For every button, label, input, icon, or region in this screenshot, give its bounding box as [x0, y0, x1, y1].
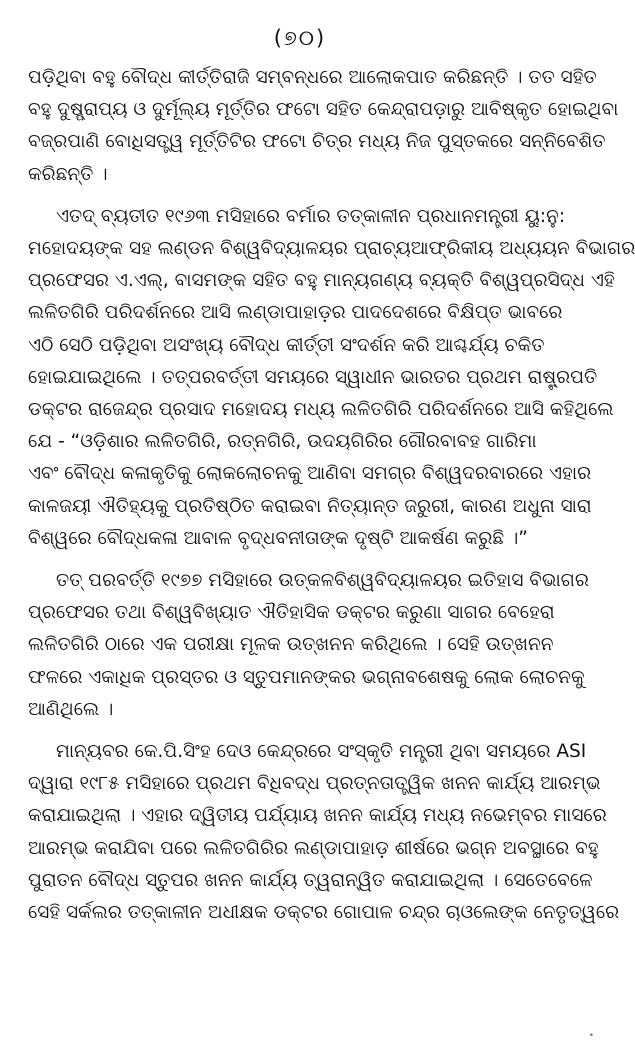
text-line: ମହୋଦୟଙ୍କ ସହ ଲଣ୍ଡନ ବିଶ୍ୱବିଦ୍ୟାଳୟର ପ୍ରାଚ୍ୟଆଫ୍ରିକୀୟ ଅଧ୍ୟୟନ ବିଭାଗର — [28, 238, 635, 260]
text-line: ବହୁ ଦୁଷ୍ପ୍ରାପ୍ୟ ଓ ଦୁର୍ମୂଲ୍ୟ ମୂର୍ତ୍ତିର ଫଟୋ ସହିତ କେନ୍ଦ୍ରାପଡ଼ାରୁ ଆବିଷ୍କୃତ ହୋଇଥିବା — [28, 99, 619, 121]
text-line: ସେହି ସର୍କଲର ତତ୍କାଳୀନ ଅଧୀକ୍ଷକ ଡକ୍ଟର ଗୋପାଳ ଚନ୍ଦ୍ର ଚାଓଲେଙ୍କ ନେତୃତ୍ୱରେ — [28, 902, 620, 924]
paragraph-2 — [28, 201, 635, 555]
text-line: ଡକ୍ଟର ରାଜେନ୍ଦ୍ର ପ୍ରସାଦ ମହୋଦୟ ମଧ୍ୟ ଲଳିତଗିରି ପରିଦର୍ଶନରେ ଆସି କହିଥିଲେ — [28, 399, 614, 421]
text-line: ଆରମ୍ଭ କରାଯିବା ପରେ ଲଳିତଗିରିର ଲଣ୍ଡାପାହାଡ଼ ଶୀର୍ଷରେ ଭଗ୍ନ ଅବସ୍ଥାରେ ବହୁ — [28, 837, 599, 859]
text-line: ଏଠି ସେଠି ପଡ଼ିଥିବା ଅସଂଖ୍ୟ ବୌଦ୍ଧ କୀର୍ତ୍ତୀ ସଂଦର୍ଶନ କରି ଆଶ୍ଚର୍ଯ୍ୟ ଚକିତ — [28, 334, 545, 356]
text-line: ଦ୍ୱାରା ୧୯୮୫ ମସିହାରେ ପ୍ରଥମ ବିଧିବଦ୍ଧ ପ୍ରତ୍ନତାତ୍ତ୍ୱିକ ଖନନ କାର୍ଯ୍ୟ ଆରମ୍ଭ — [28, 773, 601, 795]
text-line: ଫଳରେ ଏକାଧିକ ପ୍ରସ୍ତର ଓ ସ୍ତୁପମାନଙ୍କର ଭଗ୍ନାବଶେଷକୁ ଲୋକ ଲୋଚନକୁ — [28, 666, 585, 688]
paragraph-1 — [28, 62, 619, 191]
text-line: ଲଳିତଗିରି ଠାରେ ଏକ ପରୀକ୍ଷା ମୂଳକ ଉତ୍‌ଖନନ କରିଥିଲେ । ସେହି ଉତ୍‌ଖନନ — [28, 634, 554, 656]
paragraph-4 — [28, 736, 620, 929]
text-line: କରାଯାଇଥିଲା । ଏହାର ଦ୍ୱିତୀୟ ପର୍ଯ୍ୟାୟ ଖନନ କାର୍ଯ୍ୟ ମଧ୍ୟ ନଭେମ୍ବର ମାସରେ — [28, 805, 607, 827]
text-line: ମାନ୍ୟବର କେ.ପି.ସିଂହ ଦେଓ କେନ୍ଦ୍ରରେ ସଂସ୍କୃତି ମନ୍ତ୍ରୀ ଥିବା ସମୟରେ ASI — [56, 741, 587, 763]
text-line: ପ୍ରଫେସର ଏ.ଏଲ୍‌, ବାସମଙ୍କ ସହିତ ବହୁ ମାନ୍ୟଗଣ୍ୟ ବ୍ୟକ୍ତି ବିଶ୍ୱପ୍ରସିଦ୍ଧ ଏହି — [28, 270, 615, 292]
page-number: (୭୦) — [273, 26, 327, 50]
text-line: ତତ୍ ପରବର୍ତ୍ତି ୧୯୭୭ ମସିହାରେ ଉତ୍କଳବିଶ୍ୱବିଦ୍ୟାଳୟର ଇତିହାସ ବିଭାଗର — [56, 570, 589, 592]
text-line: ଯେ - “ଓଡ଼ିଶାର ଲଳିତଗିରି, ରତ୍ନଗିରି, ଉଦୟଗିରିର ଗୌରବାବହ ଗାରିମା — [28, 431, 537, 453]
text-line: କରିଛନ୍ତି । — [28, 163, 108, 185]
text-line: ଏତଦ୍ ବ୍ୟତୀତ ୧୯୬୩ ମସିହାରେ ବର୍ମାର ତତ୍କାଳୀନ ପ୍ରଧାନମନ୍ତ୍ରୀ ୟୁ:ନୁ: — [56, 205, 566, 227]
paragraph-3 — [28, 565, 589, 726]
text-line: ବଜ୍ରପାଣି ବୋଧିସତ୍ତ୍ୱ ମୂର୍ତ୍ତିଟିର ଫଟୋ ଚିତ୍ର ମଧ୍ୟ ନିଜ ପୁସ୍ତକରେ ସନ୍ନିବେଶିତ — [28, 131, 606, 153]
text-line: ଲଳିତଗିରି ପରିଦର୍ଶନରେ ଆସି ଲଣ୍ଡାପାହାଡ଼ର ପାଦଦେଶରେ ବିକ୍ଷିପ୍ତ ଭାବରେ — [28, 302, 563, 324]
text-line: ପଡ଼ିଥିବା ବହୁ ବୌଦ୍ଧ କୀର୍ତ୍ତିରାଜି ସମ୍ବନ୍ଧରେ ଆଲୋକପାତ କରିଛନ୍ତି । ତତ ସହିତ — [28, 67, 597, 88]
text-line: କାଳଜୟୀ ଐତିହ୍ୟକୁ ପ୍ରତିଷ୍ଠିତ କରାଇବା ନିତ୍ୟାନ୍ତ ଜରୁରୀ, କାରଣ ଅଧୁନା ସାରା — [28, 495, 592, 517]
text-line: ପୁରାତନ ବୌଦ୍ଧ ସ୍ତୁପର ଖନନ କାର୍ଯ୍ୟ ତ୍ୱରାନ୍ୱିତ କରାଯାଇଥିଲା । ସେତେବେଳେ — [28, 869, 593, 891]
text-line: ହୋଇଯାଇଥିଲେ । ତତ୍‌ପରବର୍ତ୍ତୀ ସମୟରେ ସ୍ୱାଧୀନ ଭାରତର ପ୍ରଥମ ରାଷ୍ଟ୍ରପତି — [28, 366, 598, 388]
text-line: ବିଶ୍ୱରେ ବୌଦ୍ଧକଳା ଆବାଳ ବୃଦ୍ଧବନୀତାଙ୍କ ଦୃଷ୍ଟି ଆକର୍ଷଣ କରୁଛି ।” — [28, 527, 528, 549]
text-line: ଆଣିଥିଲେ । — [28, 698, 114, 720]
text-line: ଏବଂ ବୌଦ୍ଧ କଳାକୃତିକୁ ଲୋକଲୋଚନକୁ ଆଣିବା ସମଗ୍ର ବିଶ୍ୱଦରବାରରେ ଏହାର — [28, 463, 592, 485]
corner-tick-mark: • — [588, 1031, 594, 1041]
text-line: ପ୍ରଫେସର ତଥା ବିଶ୍ୱବିଖ୍ୟାତ ଐତିହାସିକ ଡକ୍ଟର କରୁଣା ସାଗର ବେହେରା — [28, 602, 555, 624]
